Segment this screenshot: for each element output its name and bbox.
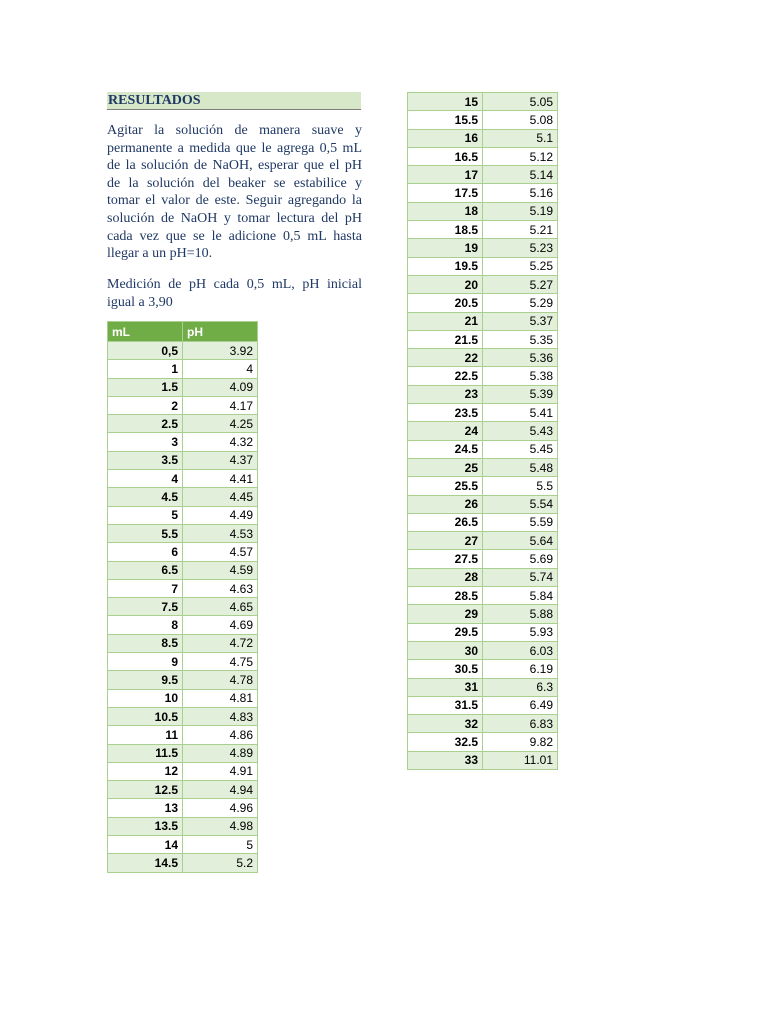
ml-cell: 19.5 bbox=[408, 257, 483, 275]
ph-cell: 6.03 bbox=[483, 641, 558, 659]
ml-cell: 16.5 bbox=[408, 147, 483, 165]
table-row bbox=[408, 733, 558, 751]
ml-cell: 11.5 bbox=[108, 744, 183, 762]
ml-cell: 4 bbox=[108, 470, 183, 488]
table-row bbox=[108, 415, 258, 433]
table-row bbox=[408, 147, 558, 165]
ph-cell: 5.59 bbox=[483, 513, 558, 531]
ml-cell: 17 bbox=[408, 166, 483, 184]
ph-cell: 4.83 bbox=[183, 707, 258, 725]
ph-cell: 4.57 bbox=[183, 543, 258, 561]
ph-cell: 9.82 bbox=[483, 733, 558, 751]
ml-cell: 14.5 bbox=[108, 854, 183, 872]
table-row bbox=[408, 184, 558, 202]
table-row bbox=[408, 202, 558, 220]
table-row bbox=[108, 524, 258, 542]
ph-cell: 5.93 bbox=[483, 623, 558, 641]
ml-cell: 18 bbox=[408, 202, 483, 220]
ph-cell: 5.16 bbox=[483, 184, 558, 202]
ml-cell: 13.5 bbox=[108, 817, 183, 835]
ph-cell: 5.36 bbox=[483, 349, 558, 367]
table-row bbox=[408, 129, 558, 147]
ml-cell: 1.5 bbox=[108, 378, 183, 396]
ml-cell: 23 bbox=[408, 385, 483, 403]
ph-cell: 5.21 bbox=[483, 221, 558, 239]
ph-cell: 4.25 bbox=[183, 415, 258, 433]
table-row bbox=[408, 495, 558, 513]
ml-cell: 30 bbox=[408, 641, 483, 659]
ph-cell: 5.37 bbox=[483, 312, 558, 330]
table-row bbox=[108, 598, 258, 616]
ml-cell: 12 bbox=[108, 762, 183, 780]
table-row bbox=[108, 470, 258, 488]
ph-cell: 4.17 bbox=[183, 396, 258, 414]
ph-cell: 5.54 bbox=[483, 495, 558, 513]
ph-cell: 4.75 bbox=[183, 653, 258, 671]
table-row bbox=[108, 707, 258, 725]
ph-cell: 5.64 bbox=[483, 532, 558, 550]
ml-cell: 5.5 bbox=[108, 524, 183, 542]
ml-cell: 15.5 bbox=[408, 111, 483, 129]
ml-cell: 18.5 bbox=[408, 221, 483, 239]
table-row bbox=[108, 561, 258, 579]
ph-cell: 5.74 bbox=[483, 568, 558, 586]
ph-cell: 5.05 bbox=[483, 93, 558, 111]
table-row bbox=[108, 817, 258, 835]
ml-cell: 5 bbox=[108, 506, 183, 524]
ml-cell: 10.5 bbox=[108, 707, 183, 725]
table-row bbox=[408, 275, 558, 293]
ml-cell: 17.5 bbox=[408, 184, 483, 202]
table-row bbox=[408, 257, 558, 275]
ph-cell: 6.83 bbox=[483, 715, 558, 733]
ph-cell: 4.32 bbox=[183, 433, 258, 451]
ph-cell: 5.23 bbox=[483, 239, 558, 257]
table-row bbox=[408, 458, 558, 476]
ph-cell: 4.41 bbox=[183, 470, 258, 488]
ml-cell: 25 bbox=[408, 458, 483, 476]
ph-cell: 4.91 bbox=[183, 762, 258, 780]
table-row bbox=[108, 653, 258, 671]
ml-cell: 2.5 bbox=[108, 415, 183, 433]
ph-cell: 4.49 bbox=[183, 506, 258, 524]
ml-cell: 22 bbox=[408, 349, 483, 367]
table-row bbox=[108, 396, 258, 414]
table-row bbox=[108, 506, 258, 524]
ml-cell: 22.5 bbox=[408, 367, 483, 385]
table-row bbox=[108, 451, 258, 469]
ph-cell: 6.3 bbox=[483, 678, 558, 696]
ml-cell: 32.5 bbox=[408, 733, 483, 751]
table-row bbox=[408, 513, 558, 531]
table-row bbox=[108, 342, 258, 360]
table-row bbox=[408, 111, 558, 129]
ph-cell: 4.63 bbox=[183, 579, 258, 597]
table-row bbox=[108, 579, 258, 597]
ml-cell: 31 bbox=[408, 678, 483, 696]
table-row bbox=[108, 762, 258, 780]
ph-cell: 5.69 bbox=[483, 550, 558, 568]
ph-cell: 5.35 bbox=[483, 330, 558, 348]
ml-cell: 10 bbox=[108, 689, 183, 707]
table-row bbox=[408, 623, 558, 641]
table-row bbox=[108, 836, 258, 854]
ml-cell: 27 bbox=[408, 532, 483, 550]
table-row bbox=[408, 330, 558, 348]
ph-cell: 4.53 bbox=[183, 524, 258, 542]
table-row bbox=[408, 367, 558, 385]
ph-cell: 5.88 bbox=[483, 605, 558, 623]
table-row bbox=[108, 726, 258, 744]
table-row bbox=[408, 404, 558, 422]
ml-cell: 28.5 bbox=[408, 587, 483, 605]
ml-cell: 31.5 bbox=[408, 696, 483, 714]
ml-cell: 30.5 bbox=[408, 660, 483, 678]
ph-cell: 6.19 bbox=[483, 660, 558, 678]
ph-cell: 4.59 bbox=[183, 561, 258, 579]
table-row bbox=[108, 799, 258, 817]
measurement-note: Medición de pH cada 0,5 mL, pH inicial igual a 3,90 bbox=[107, 277, 362, 310]
ml-cell: 20.5 bbox=[408, 294, 483, 312]
ml-cell: 28 bbox=[408, 568, 483, 586]
ph-cell: 5.29 bbox=[483, 294, 558, 312]
ml-cell: 3.5 bbox=[108, 451, 183, 469]
procedure-paragraph: Agitar la solución de manera suave y permanente a medida que le agrega 0,5 mL de la solución de NaOH, esperar que el pH de la solución del beaker se estabilice y tomar el valor de este. Seguir agregando la solución de NaOH y tomar lectura del pH cada vez que se le adicione 0,5 mL hasta llegar a un pH=10. bbox=[107, 123, 362, 262]
table-row bbox=[108, 671, 258, 689]
ph-cell: 4.37 bbox=[183, 451, 258, 469]
ph-cell: 5.5 bbox=[483, 477, 558, 495]
ph-cell: 3.92 bbox=[183, 342, 258, 360]
ml-cell: 12.5 bbox=[108, 781, 183, 799]
ph-cell: 5.25 bbox=[483, 257, 558, 275]
ml-cell: 7.5 bbox=[108, 598, 183, 616]
ph-cell: 5.12 bbox=[483, 147, 558, 165]
ph-cell: 5.19 bbox=[483, 202, 558, 220]
table-row bbox=[408, 715, 558, 733]
ml-cell: 27.5 bbox=[408, 550, 483, 568]
table-row bbox=[408, 696, 558, 714]
ph-cell: 4.65 bbox=[183, 598, 258, 616]
header-ml: mL bbox=[108, 322, 183, 342]
table-row bbox=[108, 488, 258, 506]
table-row bbox=[408, 678, 558, 696]
ph-cell: 5.45 bbox=[483, 440, 558, 458]
ml-cell: 19 bbox=[408, 239, 483, 257]
table-row bbox=[408, 93, 558, 111]
ml-cell: 6.5 bbox=[108, 561, 183, 579]
table-row bbox=[108, 378, 258, 396]
ml-cell: 25.5 bbox=[408, 477, 483, 495]
ml-cell: 3 bbox=[108, 433, 183, 451]
ph-cell: 5.84 bbox=[483, 587, 558, 605]
table-row bbox=[408, 751, 558, 769]
table-row bbox=[408, 349, 558, 367]
header-ph: pH bbox=[183, 322, 258, 342]
ml-cell: 29.5 bbox=[408, 623, 483, 641]
ml-cell: 20 bbox=[408, 275, 483, 293]
ph-cell: 4.78 bbox=[183, 671, 258, 689]
ml-cell: 11 bbox=[108, 726, 183, 744]
table-row bbox=[408, 641, 558, 659]
section-heading: RESULTADOS bbox=[107, 92, 361, 110]
table-row bbox=[408, 166, 558, 184]
table-row bbox=[408, 532, 558, 550]
ph-cell: 5.38 bbox=[483, 367, 558, 385]
ph-cell: 5.08 bbox=[483, 111, 558, 129]
table-row bbox=[408, 312, 558, 330]
ph-cell: 4.89 bbox=[183, 744, 258, 762]
ml-cell: 21 bbox=[408, 312, 483, 330]
ph-cell: 5.43 bbox=[483, 422, 558, 440]
ph-cell: 5.14 bbox=[483, 166, 558, 184]
table-row bbox=[408, 294, 558, 312]
ml-cell: 1 bbox=[108, 360, 183, 378]
table-row bbox=[408, 422, 558, 440]
ml-cell: 32 bbox=[408, 715, 483, 733]
ml-cell: 26 bbox=[408, 495, 483, 513]
ml-cell: 29 bbox=[408, 605, 483, 623]
table-header-row bbox=[108, 322, 258, 342]
ph-cell: 11.01 bbox=[483, 751, 558, 769]
table-row bbox=[108, 543, 258, 561]
ml-cell: 24 bbox=[408, 422, 483, 440]
ph-table-left bbox=[107, 321, 258, 873]
table-row bbox=[408, 221, 558, 239]
ml-cell: 7 bbox=[108, 579, 183, 597]
ph-cell: 5.1 bbox=[483, 129, 558, 147]
ph-cell: 4.69 bbox=[183, 616, 258, 634]
ph-cell: 4.86 bbox=[183, 726, 258, 744]
ph-table-right bbox=[407, 92, 558, 770]
table-row bbox=[108, 433, 258, 451]
ph-cell: 5.48 bbox=[483, 458, 558, 476]
table-row bbox=[108, 781, 258, 799]
table-row bbox=[108, 634, 258, 652]
table-row bbox=[108, 854, 258, 872]
ml-cell: 9.5 bbox=[108, 671, 183, 689]
ml-cell: 2 bbox=[108, 396, 183, 414]
ml-cell: 0,5 bbox=[108, 342, 183, 360]
ml-cell: 26.5 bbox=[408, 513, 483, 531]
table-row bbox=[108, 744, 258, 762]
ph-cell: 4.09 bbox=[183, 378, 258, 396]
ph-cell: 5.2 bbox=[183, 854, 258, 872]
ml-cell: 23.5 bbox=[408, 404, 483, 422]
table-row bbox=[408, 477, 558, 495]
table-row bbox=[408, 587, 558, 605]
ml-cell: 4.5 bbox=[108, 488, 183, 506]
table-row bbox=[108, 360, 258, 378]
ph-cell: 5.39 bbox=[483, 385, 558, 403]
ph-cell: 5.41 bbox=[483, 404, 558, 422]
ml-cell: 8 bbox=[108, 616, 183, 634]
table-row bbox=[408, 605, 558, 623]
table-row bbox=[408, 550, 558, 568]
table-row bbox=[408, 568, 558, 586]
ml-cell: 33 bbox=[408, 751, 483, 769]
ml-cell: 13 bbox=[108, 799, 183, 817]
ph-cell: 4.96 bbox=[183, 799, 258, 817]
ph-cell: 4.81 bbox=[183, 689, 258, 707]
ph-cell: 4 bbox=[183, 360, 258, 378]
ml-cell: 15 bbox=[408, 93, 483, 111]
table-row bbox=[408, 239, 558, 257]
table-row bbox=[408, 385, 558, 403]
ml-cell: 14 bbox=[108, 836, 183, 854]
table-row bbox=[408, 660, 558, 678]
ml-cell: 6 bbox=[108, 543, 183, 561]
ph-cell: 5.27 bbox=[483, 275, 558, 293]
ph-cell: 4.72 bbox=[183, 634, 258, 652]
ph-cell: 6.49 bbox=[483, 696, 558, 714]
ml-cell: 16 bbox=[408, 129, 483, 147]
ph-cell: 4.45 bbox=[183, 488, 258, 506]
ml-cell: 8.5 bbox=[108, 634, 183, 652]
ml-cell: 24.5 bbox=[408, 440, 483, 458]
ph-cell: 4.94 bbox=[183, 781, 258, 799]
ml-cell: 9 bbox=[108, 653, 183, 671]
table-row bbox=[108, 689, 258, 707]
table-row bbox=[408, 440, 558, 458]
table-row bbox=[108, 616, 258, 634]
ph-cell: 5 bbox=[183, 836, 258, 854]
ml-cell: 21.5 bbox=[408, 330, 483, 348]
ph-cell: 4.98 bbox=[183, 817, 258, 835]
